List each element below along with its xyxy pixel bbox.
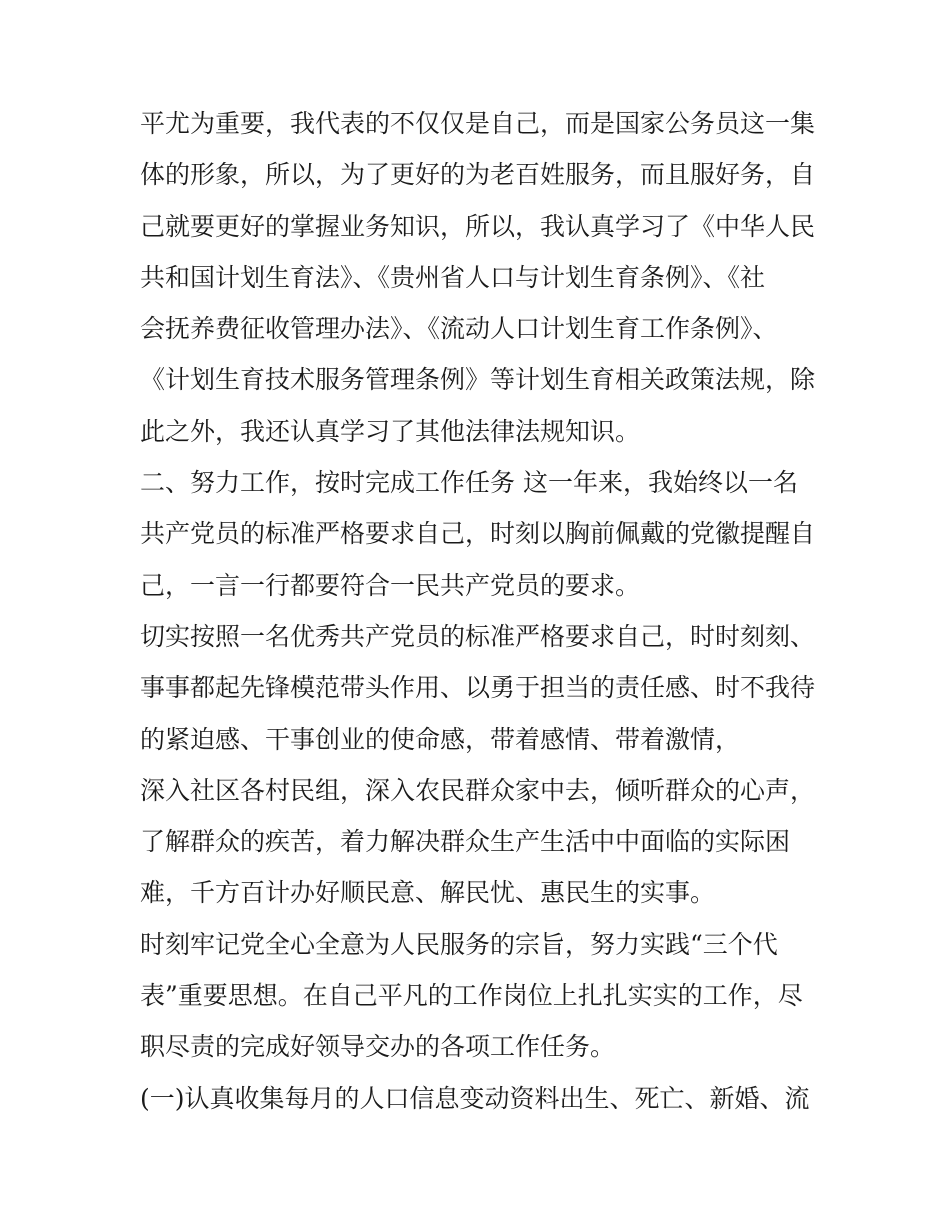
text-line: 时刻牢记党全心全意为人民服务的宗旨，努力实践“三个代 [140,929,778,959]
text-line: 切实按照一名优秀共产党员的标准严格要求自己，时时刻刻、 [140,621,816,651]
text-line: 共产党员的标准严格要求自己，时刻以胸前佩戴的党徽提醒自 [140,519,816,549]
text-line: 体的形象，所以，为了更好的为老百姓服务，而且服好务，自 [140,160,816,190]
text-line: 职尽责的完成好领导交办的各项工作任务。 [140,1032,616,1062]
text-line: 表”重要思想。在自己平凡的工作岗位上扎扎实实的工作，尽 [140,981,803,1011]
document-body [140,98,820,1124]
text-line: 的紧迫感、干事创业的使命感，带着感情、带着激情， [140,724,741,754]
text-line: 己，一言一行都要符合一民共产党员的要求。 [140,570,641,600]
text-line: 深入社区各村民组，深入农民群众家中去，倾听群众的心声， [140,775,816,805]
text-line: 了解群众的疾苦，着力解决群众生产生活中中面临的实际困 [140,827,791,857]
text-line: 共和国计划生育法》、《贵州省人口与计划生育条例》、《社 [140,262,766,292]
text-line: 会抚养费征收管理办法》、《流动人口计划生育工作条例》、 [140,314,778,344]
text-line: 难，千方百计办好顺民意、解民忧、惠民生的实事。 [140,878,716,908]
section-heading-line: 二、努力工作，按时完成工作任务 这一年来，我始终以一名 [140,468,798,498]
text-line: 己就要更好的掌握业务知识，所以，我认真学习了《中华人民 [140,211,816,241]
text-line: 《计划生育技术服务管理条例》等计划生育相关政策法规，除 [140,365,816,395]
text-line: 平尤为重要，我代表的不仅仅是自己，而是国家公务员这一集 [140,109,816,138]
text-line: 事事都起先锋模范带头作用、以勇于担当的责任感、时不我待 [140,673,816,703]
list-item-line: (一)认真收集每月的人口信息变动资料出生、死亡、新婚、流 [140,1083,810,1113]
text-line: 此之外，我还认真学习了其他法律法规知识。 [140,416,641,446]
